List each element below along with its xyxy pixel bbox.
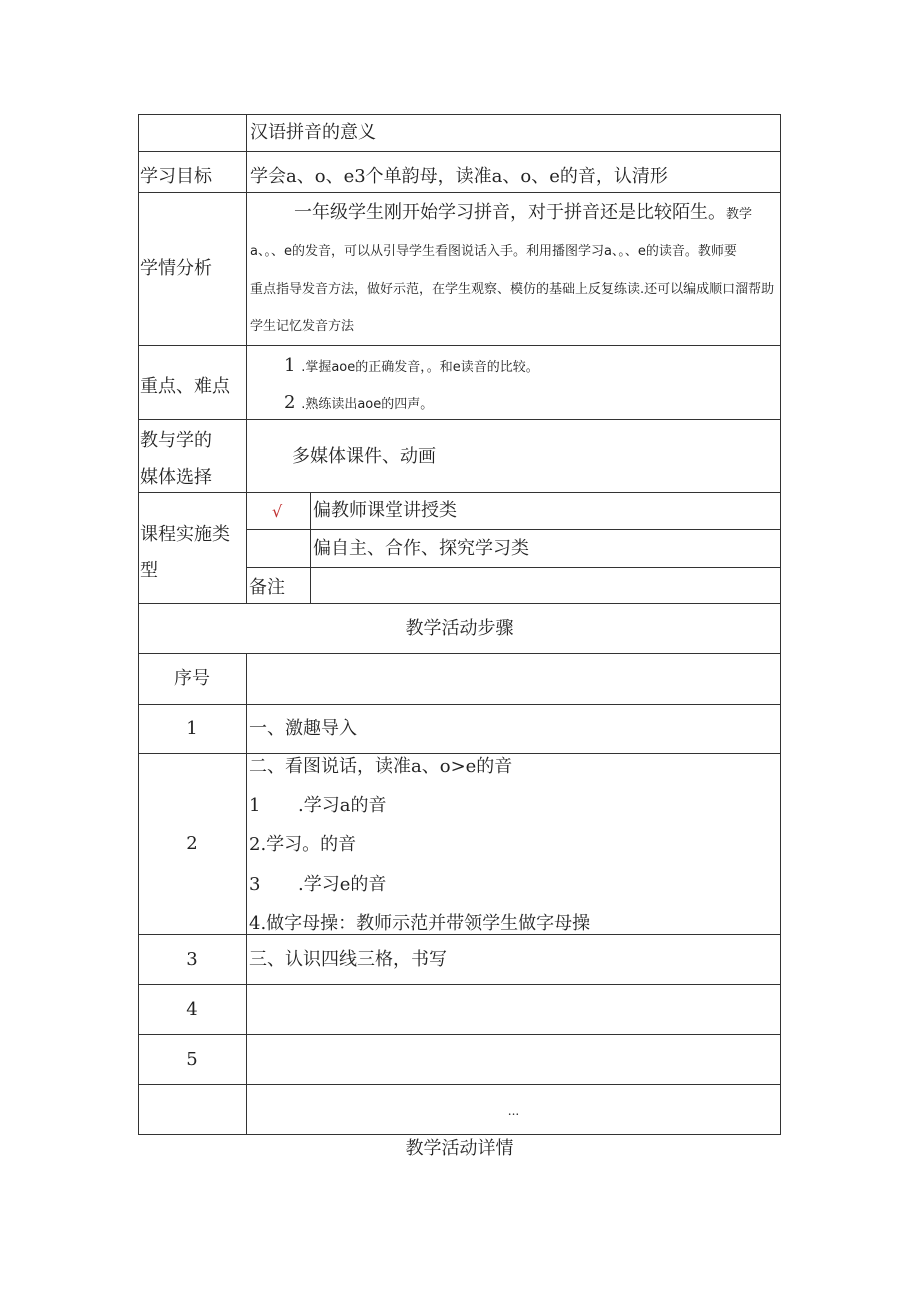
goal-label: 学习目标: [140, 166, 212, 187]
key-point-num: 1: [284, 355, 296, 376]
sub-step-text: .学习a的音: [298, 795, 387, 816]
course-option-teacher: 偏教师课堂讲授类: [313, 500, 457, 521]
sub-step-text: 2.学习。的音: [249, 834, 357, 855]
step-text: 三、认识四线三格，书写: [249, 949, 447, 970]
goal-text: 学会a、o、e3个单韵母，读准a、o、e的音，认清形: [250, 166, 668, 187]
analysis-line1-tail: 教学: [726, 207, 753, 222]
analysis-line3: 重点指导发音方法，做好示范，在学生观察、模仿的基础上反复练读.还可以编成顺口溜帮助: [250, 282, 775, 297]
step-text: 二、看图说话，读准a、o>e的音: [249, 756, 513, 777]
key-point-item: [284, 392, 433, 416]
key-point-text: .熟练读出aoe的四声。: [301, 397, 434, 412]
key-point-text: .掌握aoe的正确发音，。和e读音的比较。: [301, 360, 539, 375]
course-type-label-line2: 型: [140, 560, 158, 581]
key-point-num: 2: [284, 392, 296, 413]
step-number: 3: [186, 949, 198, 970]
analysis-line1-text: 一年级学生刚开始学习拼音，对于拼音还是比较陌生。: [294, 202, 726, 223]
steps-heading: 教学活动步骤: [405, 618, 514, 639]
course-option-self: 偏自主、合作、探究学习类: [313, 538, 529, 559]
step-number: 2: [186, 833, 198, 854]
analysis-line1: [294, 202, 752, 226]
analysis-line4: 学生记忆发音方法: [250, 319, 355, 334]
sub-step-num: 3: [249, 874, 261, 895]
step-number: 1: [186, 718, 198, 739]
check-mark: √: [272, 502, 283, 521]
ellipsis: ...: [507, 1104, 520, 1118]
remark-label: 备注: [249, 577, 285, 598]
media-label-line2: 媒体选择: [140, 467, 212, 488]
sub-step-text: .学习e的音: [298, 874, 387, 895]
step-text: 一、激趣导入: [249, 718, 357, 739]
media-label-line1: 教与学的: [140, 430, 212, 451]
sub-step-num: 1: [249, 795, 261, 816]
media-text: 多媒体课件、动画: [292, 446, 436, 467]
step-number: 4: [186, 999, 198, 1020]
analysis-line2: a、。、e的发音，可以从引导学生看图说话入手。利用播图学习a、。、e的读音。教师要: [250, 244, 737, 259]
analysis-label: 学情分析: [140, 258, 212, 279]
key-point-item: [284, 355, 539, 379]
step-number: 5: [186, 1049, 198, 1070]
lesson-title: 汉语拼音的意义: [250, 122, 376, 143]
sub-step-text: 4.做字母操：教师示范并带领学生做字母操: [249, 913, 591, 934]
course-type-label-line1: 课程实施类: [140, 524, 230, 545]
footer-caption: 教学活动详情: [405, 1138, 514, 1159]
seq-label: 序号: [174, 668, 210, 689]
key-points-label: 重点、难点: [140, 376, 230, 397]
